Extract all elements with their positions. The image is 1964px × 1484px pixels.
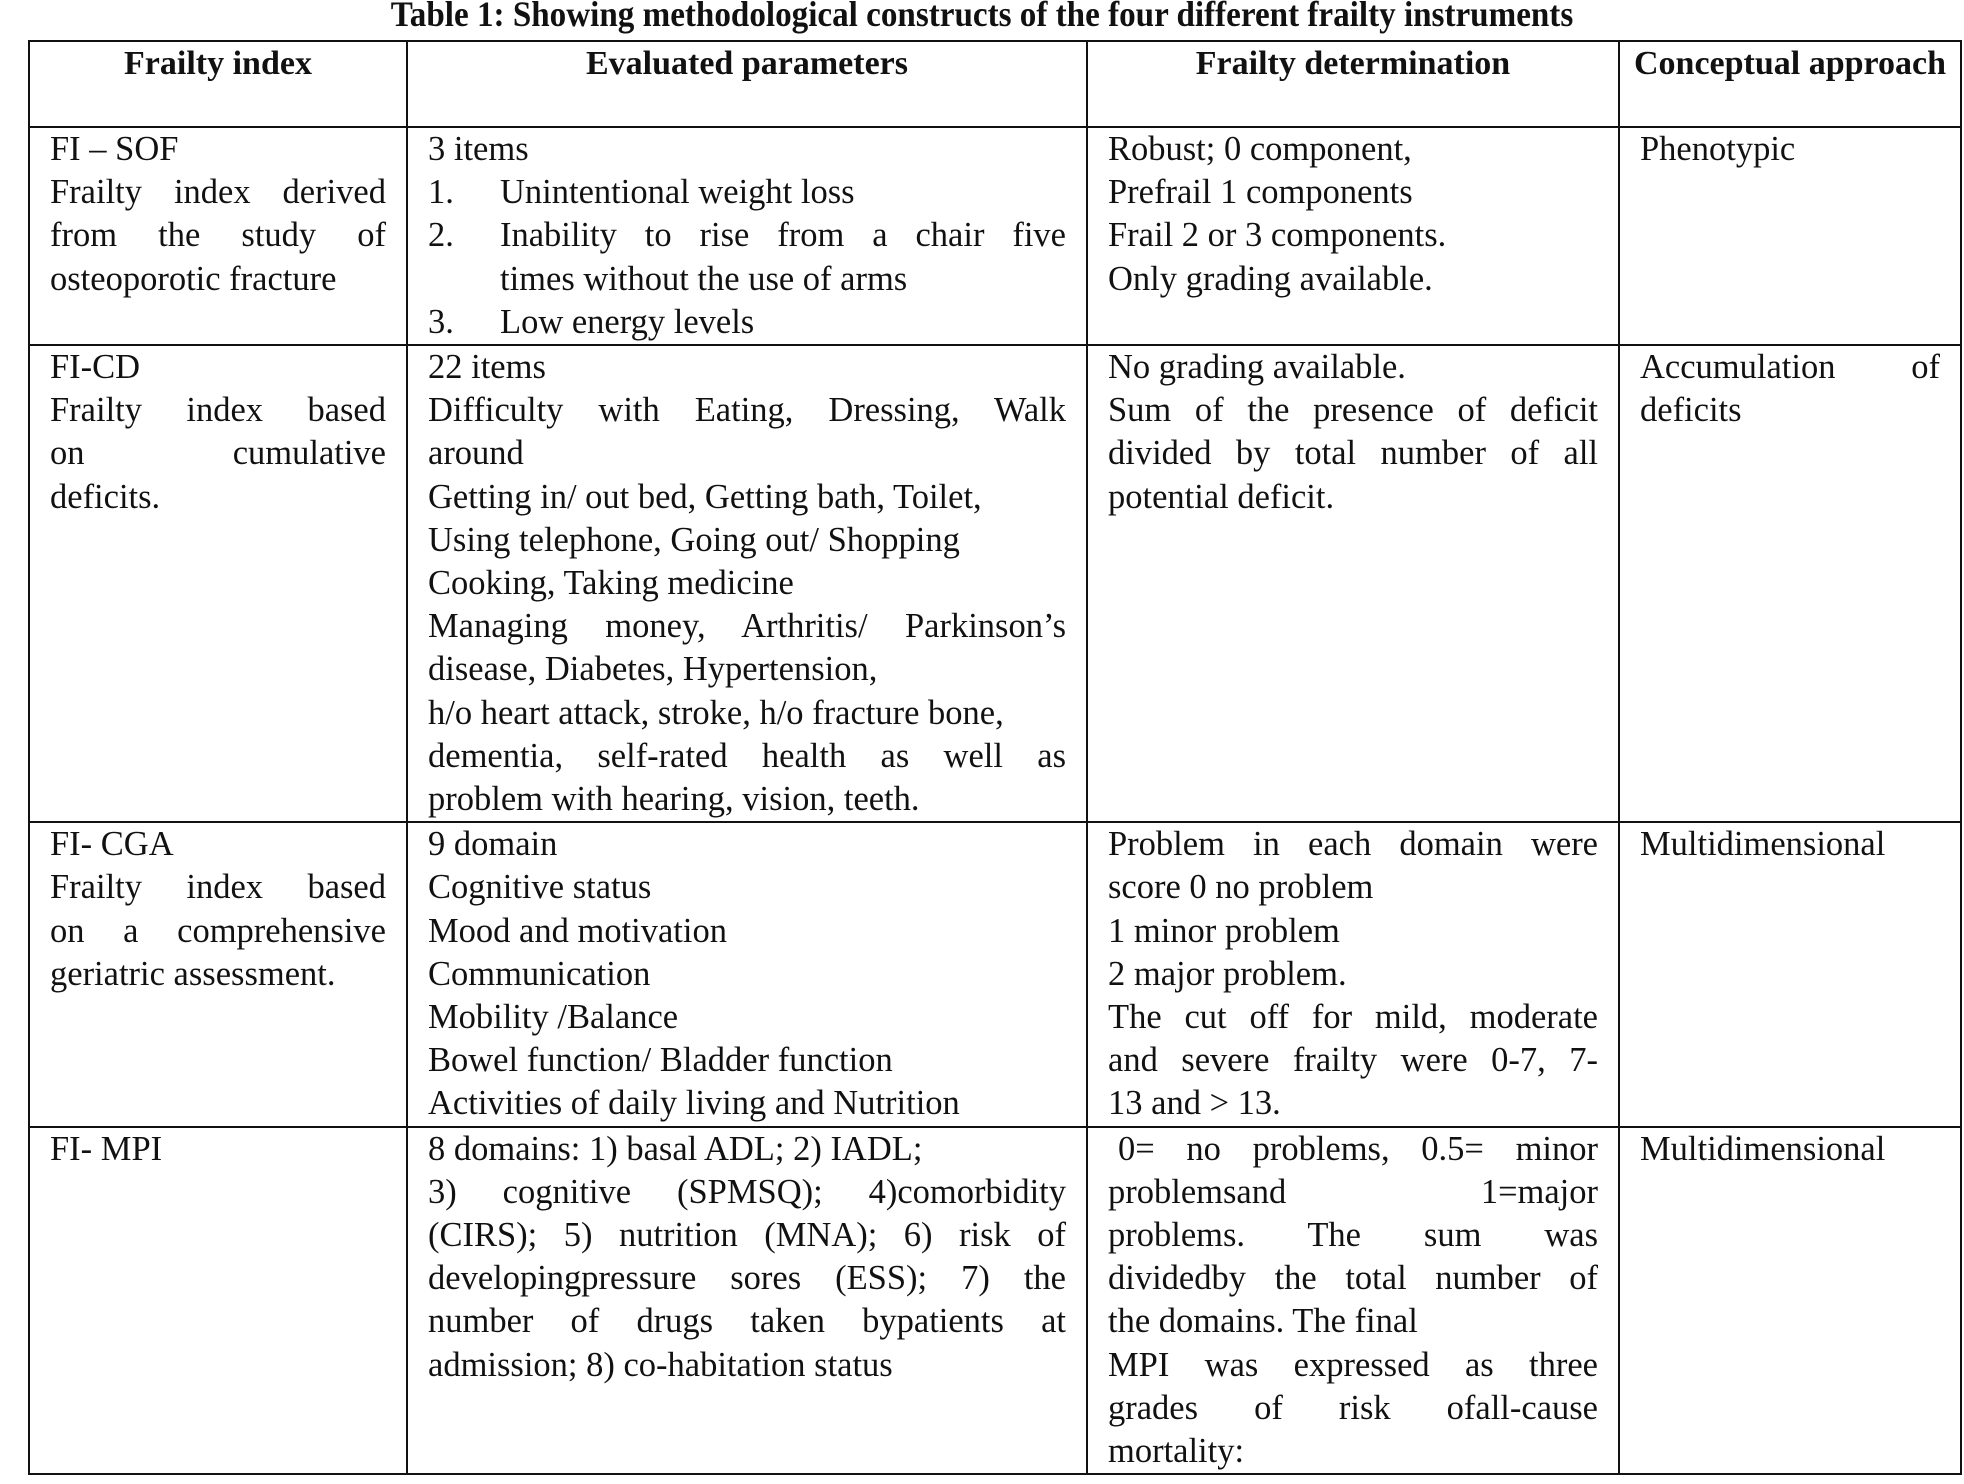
cell-frailty-index [29,345,407,822]
determination-line: potential deficit. [1108,477,1335,516]
param-line: Managing money, Arthritis/ Parkinson’s [428,607,1066,646]
cell-evaluated-parameters [407,1127,1087,1475]
approach-line: Multidimensional [1640,1129,1886,1168]
param-line: Cognitive status [428,868,652,907]
param-item-number: 2. [428,216,454,255]
param-item-number: 1. [428,173,454,212]
index-desc-line: osteoporotic fracture [50,259,337,298]
cell-frailty-index [29,822,407,1126]
param-item-text: Low energy levels [500,302,755,341]
determination-line: dividedby the total number of [1108,1259,1598,1298]
index-desc-line: Frailty index derived [50,173,386,212]
param-line: around [428,434,524,473]
param-line: number of drugs taken bypatients at [428,1302,1066,1341]
param-line: Difficulty with Eating, Dressing, Walk [428,391,1066,430]
determination-line: The cut off for mild, moderate [1108,998,1598,1037]
cell-frailty-determination [1087,127,1619,345]
determination-line: 0= no problems, 0.5= minor [1118,1129,1598,1168]
param-line: dementia, self-rated health as well as [428,736,1066,775]
cell-frailty-determination [1087,1127,1619,1475]
param-item-number: 3. [428,302,454,341]
index-desc-line: geriatric assessment. [50,954,336,993]
index-desc-line: from the study of [50,216,386,255]
param-line: h/o heart attack, stroke, h/o fracture bone, [428,693,1004,732]
determination-line: Robust; 0 component, [1108,130,1412,168]
header-frailty-determination: Frailty determination [1087,41,1619,127]
param-line: 3) cognitive (SPMSQ); 4)comorbidity [428,1172,1066,1211]
index-name: FI – SOF [50,130,179,168]
index-desc-line: Frailty index based [50,868,386,907]
param-line: Using telephone, Going out/ Shopping [428,520,960,559]
approach-line: Accumulation of [1640,348,1940,387]
table-row-fi-mpi [29,1127,1961,1475]
param-line: (CIRS); 5) nutrition (MNA); 6) risk of [428,1216,1066,1255]
param-line: admission; 8) co-habitation status [428,1345,893,1384]
determination-line: the domains. The final [1108,1302,1418,1341]
index-desc-line: Frailty index based [50,391,386,430]
index-name: FI- MPI [50,1129,163,1168]
determination-line: and severe frailty were 0-7, 7- [1108,1041,1598,1080]
param-count: 3 items [428,130,529,168]
approach-line: deficits [1640,391,1742,430]
cell-conceptual-approach [1619,127,1961,345]
param-item [428,214,1066,300]
approach-line: Phenotypic [1640,130,1796,168]
param-item-text: Unintentional weight loss [500,173,855,212]
determination-line: grades of risk ofall-cause [1108,1388,1598,1427]
param-item-text: Inability to rise from a chair five [500,216,1066,255]
header-conceptual-approach: Conceptual approach [1619,41,1961,127]
table-header-row [29,41,1961,127]
determination-line: Sum of the presence of deficit [1108,391,1598,430]
param-line: developingpressure sores (ESS); 7) the [428,1259,1066,1298]
index-name: FI- CGA [50,825,174,864]
param-line: 22 items [428,348,546,387]
determination-line: Prefrail 1 components [1108,173,1413,212]
param-line: problem with hearing, vision, teeth. [428,780,920,819]
table-row-fi-sof [29,127,1961,345]
determination-line: 13 and > 13. [1108,1084,1281,1123]
param-item [428,171,1066,214]
determination-line: 1 minor problem [1108,911,1340,950]
cell-frailty-determination [1087,822,1619,1126]
param-line: 8 domains: 1) basal ADL; 2) IADL; [428,1129,923,1168]
index-name: FI-CD [50,348,141,387]
param-item [428,301,1066,344]
table-caption: Table 1: Showing methodological constructs of the four different frailty instruments [390,0,1574,34]
param-line: Mobility /Balance [428,998,679,1037]
index-desc-line: on cumulative [50,434,386,473]
cell-frailty-index [29,127,407,345]
determination-line: problems. The sum was [1108,1216,1598,1255]
cell-frailty-determination [1087,345,1619,822]
param-line: Getting in/ out bed, Getting bath, Toilet, [428,477,982,516]
determination-line: MPI was expressed as three [1108,1345,1598,1384]
table-row-fi-cd [29,345,1961,822]
determination-line: 2 major problem. [1108,954,1347,993]
param-line: Mood and motivation [428,911,727,950]
approach-line: Multidimensional [1640,825,1886,864]
cell-conceptual-approach [1619,1127,1961,1475]
determination-line: score 0 no problem [1108,868,1374,907]
cell-evaluated-parameters [407,822,1087,1126]
header-evaluated-parameters: Evaluated parameters [407,41,1087,127]
determination-line: Frail 2 or 3 components. [1108,216,1447,255]
param-line: Bowel function/ Bladder function [428,1041,893,1080]
determination-line: mortality: [1108,1432,1245,1471]
table-row-fi-cga [29,822,1961,1126]
frailty-instruments-table [28,40,1962,1475]
param-line: Activities of daily living and Nutrition [428,1084,960,1123]
index-desc-line: on a comprehensive [50,911,386,950]
header-frailty-index: Frailty index [29,41,407,127]
determination-line: No grading available. [1108,348,1406,387]
determination-line: Problem in each domain were [1108,825,1598,864]
cell-conceptual-approach [1619,345,1961,822]
param-line: Communication [428,954,651,993]
param-line: Cooking, Taking medicine [428,564,794,603]
cell-evaluated-parameters [407,127,1087,345]
param-line: disease, Diabetes, Hypertension, [428,650,878,689]
determination-line: problemsand 1=major [1108,1172,1598,1211]
param-line: 9 domain [428,825,558,864]
param-item-text: times without the use of arms [500,259,908,298]
cell-frailty-index [29,1127,407,1475]
determination-line: Only grading available. [1108,259,1433,298]
index-desc-line: deficits. [50,477,161,516]
cell-evaluated-parameters [407,345,1087,822]
determination-line: divided by total number of all [1108,434,1598,473]
cell-conceptual-approach [1619,822,1961,1126]
